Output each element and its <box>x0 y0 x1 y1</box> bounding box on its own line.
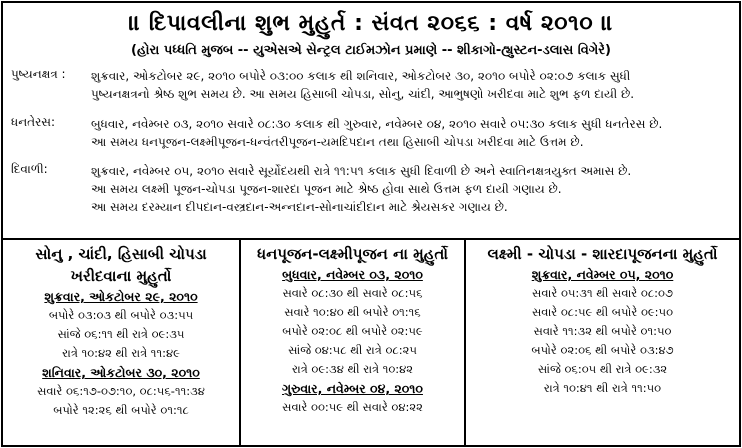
muhurat-column-gold <box>3 243 239 420</box>
column-heading: ધનપૂજન-લક્ષ્મીપૂજન ના મુહુર્તો <box>257 245 448 263</box>
time-slot: સાંજે ૦૬:૦૫ થી રાત્રે ૦૯:૩૨ <box>537 362 668 376</box>
page-title: ॥ દિપાવલીના શુભ મુહુર્ત : સંવત ૨૦૬૬ : વર્ષ ૨૦૧૦ ॥ <box>128 11 614 36</box>
time-slot: સાંજે ૦૪:૫૮ થી રાત્રે ૦૮:૨૫ <box>288 343 417 357</box>
section-label: ધનતેરસ: <box>11 115 56 129</box>
column-heading: ખરીદવાના મુહુર્તો <box>70 267 172 285</box>
time-slot: સવારે ૦૮:૩૦ થી સવારે ૦૮:૫૬ <box>282 286 423 300</box>
time-slot: સાંજે ૦૬:૧૧ થી રાત્રે ૦૯:૩૫ <box>57 327 185 341</box>
section-line: આ સમય લક્ષ્મી પૂજન-ચોપડા પૂજન-શારદા પૂજન માટે શ્રેષ્ઠ હોવા સાથે ઉત્તમ ફળ દાયી ગણાય છે. <box>91 182 562 196</box>
column-date: શનિવાર, ઓકટોબર ૩૦, ૨૦૧૦ <box>42 365 200 380</box>
section-line: આ સમય ધનપૂજન-લક્ષ્મીપૂજન-ધન્વંતરીપૂજન-યમદિપદાન તથા હિસાબી ચોપડા ખરીદવા માટે ઉત્તમ છે. <box>91 135 584 149</box>
time-slot: બપોરે ૦૩:૦૩ થી બપોરે ૦૩:૫૫ <box>48 308 194 322</box>
column-heading: સોનુ , ચાંદી, હિસાબી ચોપડા <box>35 245 207 263</box>
column-heading: લક્ષ્મી - ચોપડા - શારદાપૂજનના મુહુર્તો <box>487 245 718 263</box>
time-slot: રાત્રે ૧૦:૪૧ થી રાત્રે ૧૧:૫૦ <box>543 381 662 395</box>
section-line: આ સમય દરમ્યાન દીપદાન-વસ્ત્રદાન-અન્નદાન-સોનાચાંદીદાન માટે શ્રેયસકર ગણાય છે. <box>91 200 508 214</box>
muhurat-frame <box>1 1 741 447</box>
time-slot: બપોરે ૦૨:૦૬ થી બપોરે ૦૩:૪૭ <box>531 343 674 357</box>
muhurat-column-dhanpujan <box>241 243 464 417</box>
time-slot: સવારે ૦૫:૩૧ થી સવારે ૦૮:૦૭ <box>532 286 673 300</box>
section-line: બુધવાર, નવેમ્બર ૦૩, ૨૦૧૦ સવારે ૦૮:૩૦ કલાક થી ગુરુવાર, નવેમ્બર ૦૪, ૨૦૧૦ સવારે ૦૫:૩૦ કલાક સુધી ધનતેરસ છે. <box>91 117 663 131</box>
section-line: શુક્રવાર, ઓકટોબર ૨૯, ૨૦૧૦ બપોરે ૦૩:૦૦ કલાક થી શનિવાર, ઓકટોબર ૩૦, ૨૦૧૦ બપોરે ૦૨:૦૭ કલાક સુધી <box>91 69 631 83</box>
time-slot: સવારે ૦૮:૫૯ થી બપોરે ૦૯:૫૦ <box>531 305 674 319</box>
section-label: પુષ્યનક્ષત્ર : <box>11 67 66 81</box>
table-divider <box>3 238 739 240</box>
section-label: દિવાળી: <box>11 162 48 176</box>
time-slot: સવારે ૧૧:૩૨ થી બપોરે ૦૧:૫૦ <box>533 324 672 338</box>
time-slot: બપોરે ૧૨:૨૬ થી બપોરે ૦૧:૧૮ <box>53 403 189 417</box>
time-slot: સવારે ૧૦:૪૦ થી બપોરે ૦૧:૧૬ <box>284 305 421 319</box>
column-date: બુધવાર, નવેમ્બર ૦૩, ૨૦૧૦ <box>282 267 423 282</box>
page-subtitle: (હોરા પધ્ધતિ મુજબ -- યુએસએ સેન્ટ્રલ ટાઈમઝોન પ્રમાણે -- શીકાગો-હ્યુસ્ટન-ડલાસ વિગેરે) <box>131 43 611 58</box>
column-date: શુક્રવાર, ઓકટોબર ૨૯, ૨૦૧૦ <box>44 289 198 304</box>
section-line: શુક્રવાર, નવેમ્બર ૦૫, ૨૦૧૦ સવારે સૂર્યોદયથી રાત્રે ૧૧:૫૧ કલાક સુધી દિવાળી છે અને સ્વાતિનક્ષત્રયુક્ત અમાસ છે. <box>91 164 632 178</box>
time-slot: રાત્રે ૧૦:૪૨ થી રાત્રે ૧૧:૪૯ <box>62 346 180 360</box>
section-line: પુષ્યનક્ષત્રનો શ્રેષ્ઠ શુભ સમય છે. આ સમય હિસાબી ચોપડા, સોનુ, ચાંદી, આભુષણો ખરીદવા માટે શુભ ફળ દાયી છે. <box>91 87 635 101</box>
column-date: ગુરુવાર, નવેમ્બર ૦૪, ૨૦૧૦ <box>282 381 423 396</box>
time-slot: સવારે ૦૬:૧૭-૦૭:૧૦, ૦૮:૫૬-૧૧:૩૪ <box>37 384 205 398</box>
time-slot: બપોરે ૦૨:૦૮ થી બપોરે ૦૨:૫૯ <box>282 324 423 338</box>
time-slot: સવારે ૦૦:૫૯ થી સવારે ૦૪:૨૨ <box>282 400 423 414</box>
muhurat-column-lakshmi <box>466 243 739 398</box>
column-date: શુક્રવાર, નવેમ્બર ૦૫, ૨૦૧૦ <box>531 267 674 282</box>
time-slot: રાત્રે ૦૯:૩૪ થી રાત્રે ૧૦:૪૨ <box>291 362 414 376</box>
